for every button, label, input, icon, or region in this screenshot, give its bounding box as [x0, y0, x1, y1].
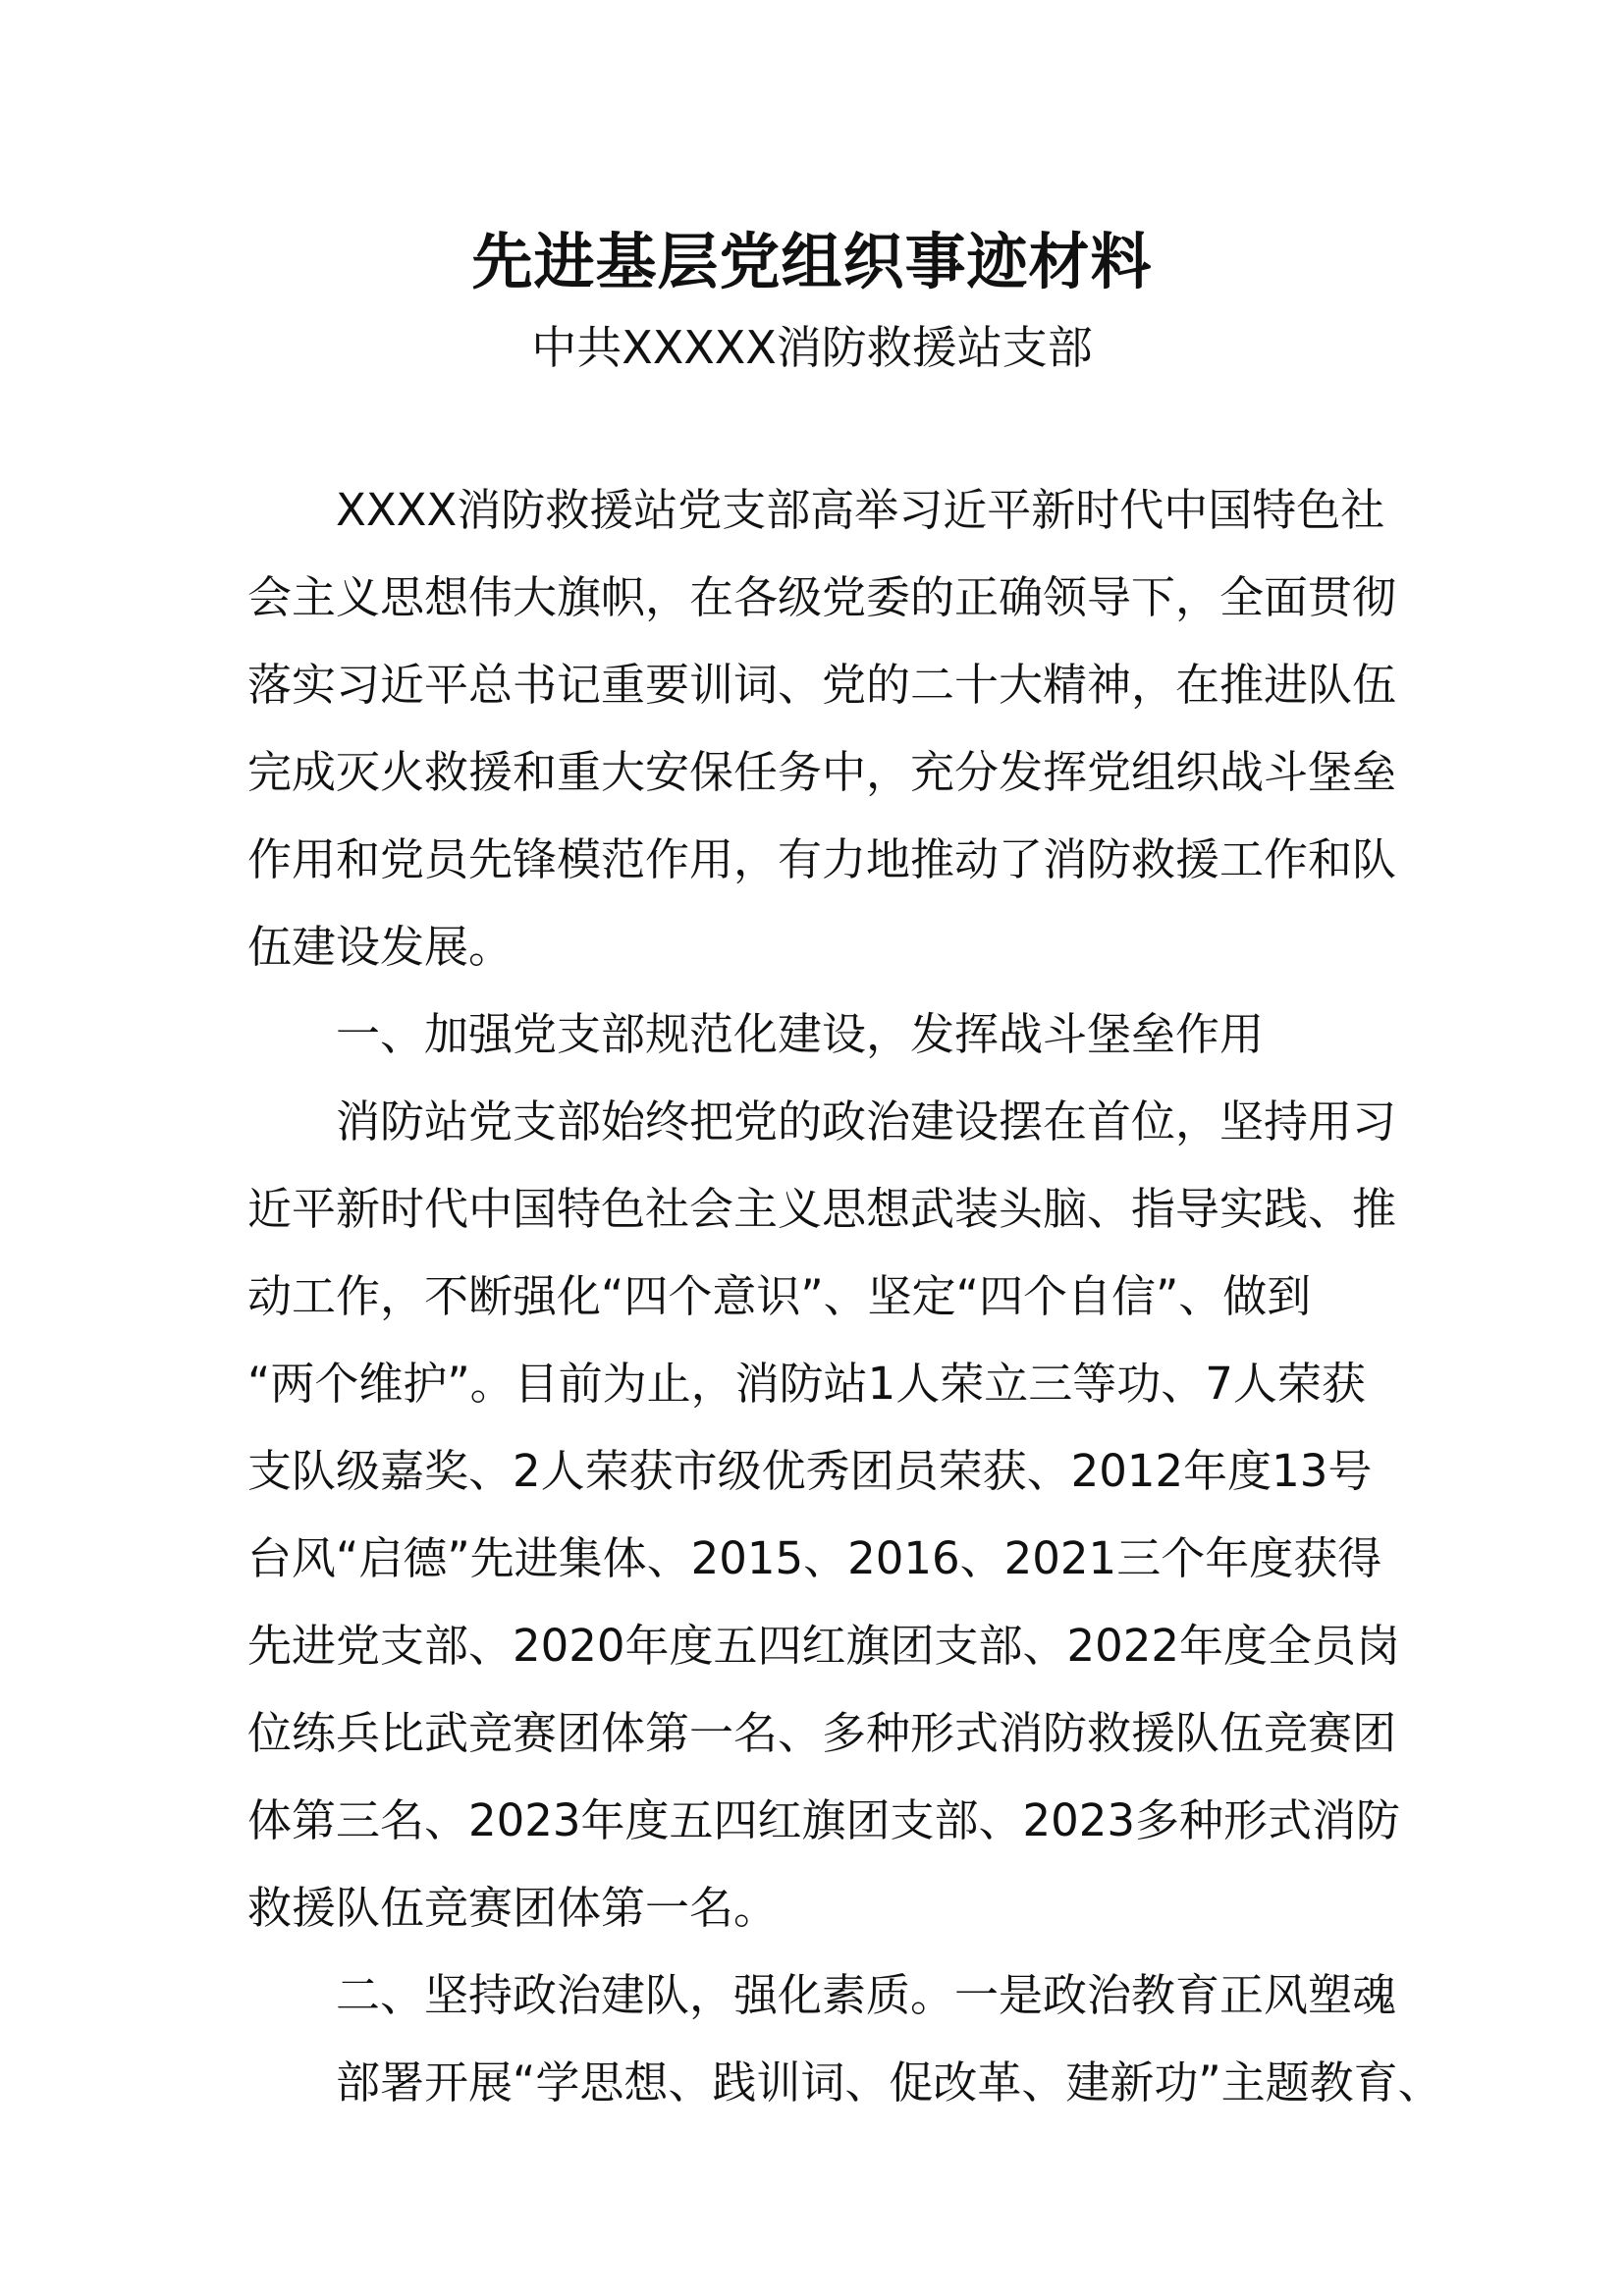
section-1-paragraph [247, 1078, 1401, 1951]
paragraph-line: 位练兵比武竞赛团体第一名、多种形式消防救援队伍竞赛团 [247, 1707, 1397, 1759]
paragraph-line: 消防站党支部始终把党的政治建设摆在首位，坚持用习 [336, 1095, 1397, 1148]
paragraph-line: XXXX消防救援站党支部高举习近平新时代中国特色社 [336, 484, 1385, 536]
paragraph-line: 部署开展“学思想、践训词、促改革、建新功”主题教育、 [336, 2056, 1442, 2109]
section-heading-2 [247, 1951, 1397, 2039]
paragraph-line: 完成灭火救援和重大安保任务中，充分发挥党组织战斗堡垒 [247, 746, 1397, 798]
document-subtitle: 中共XXXXX消防救援站支部 [531, 321, 1093, 374]
paragraph-line: 先进党支部、2020年度五四红旗团支部、2022年度全员岗 [247, 1620, 1401, 1672]
paragraph-line: 动工作，不断强化“四个意识”、坚定“四个自信”、做到 [247, 1270, 1312, 1322]
paragraph-line: “两个维护”。目前为止，消防站1人荣立三等功、7人荣获 [247, 1358, 1366, 1410]
document-title: 先进基层党组织事迹材料 [471, 226, 1153, 297]
section-2-paragraph [247, 2039, 1442, 2126]
section-heading-text: 一、加强党支部规范化建设，发挥战斗堡垒作用 [336, 1008, 1265, 1060]
paragraph-line: 体第三名、2023年度五四红旗团支部、2023多种形式消防 [247, 1794, 1401, 1846]
intro-paragraph [247, 466, 1397, 990]
paragraph-line: 落实习近平总书记重要训词、党的二十大精神，在推进队伍 [247, 659, 1397, 711]
paragraph-line: 近平新时代中国特色社会主义思想武装头脑、指导实践、推 [247, 1183, 1397, 1235]
paragraph-line: 会主义思想伟大旗帜，在各级党委的正确领导下，全面贯彻 [247, 571, 1397, 623]
paragraph-line: 救援队伍竞赛团体第一名。 [247, 1882, 779, 1934]
section-heading-text: 二、坚持政治建队，强化素质。一是政治教育正风塑魂 [336, 1969, 1397, 2021]
paragraph-line: 作用和党员先锋模范作用，有力地推动了消防救援工作和队 [247, 833, 1397, 885]
paragraph-line: 伍建设发展。 [247, 921, 514, 973]
paragraph-line: 台风“启德”先进集体、2015、2016、2021三个年度获得 [247, 1532, 1382, 1584]
paragraph-line: 支队级嘉奖、2人荣获市级优秀团员荣获、2012年度13号 [247, 1445, 1373, 1497]
section-heading-1 [247, 990, 1379, 1078]
